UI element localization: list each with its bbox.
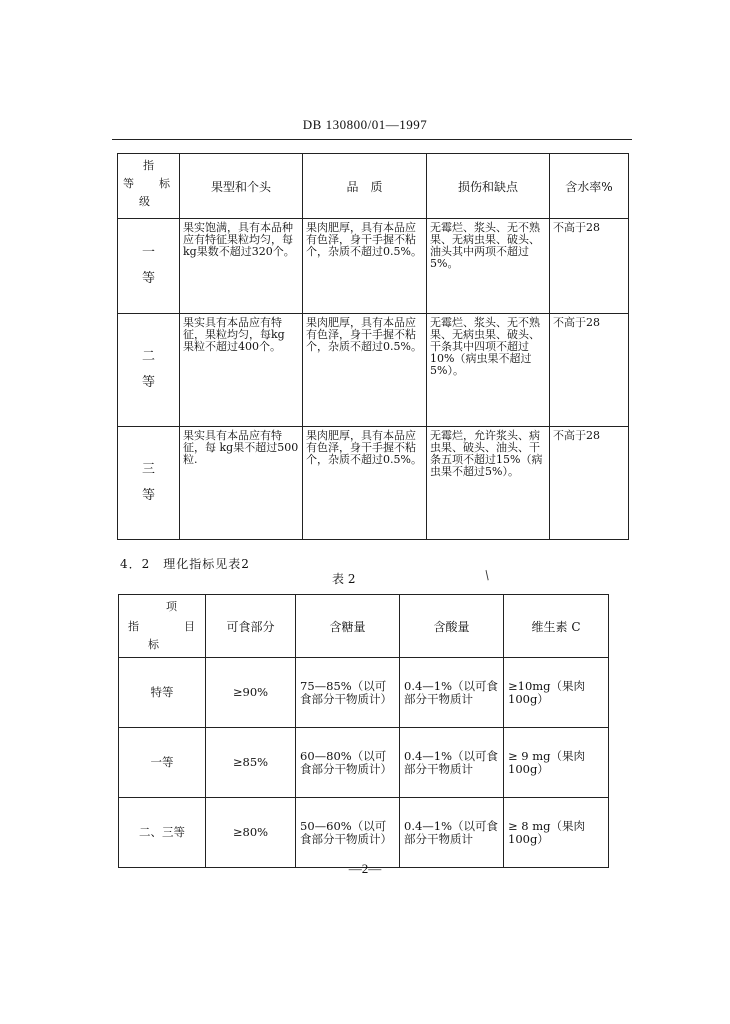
table-row xyxy=(119,728,609,798)
corner-top: 项 xyxy=(166,600,177,613)
corner-left: 等 xyxy=(123,177,134,190)
defects-cell: 无霉烂，允许浆头、病虫果、破头、油头、干条五项不超过15%（病虫果不超过5%）。 xyxy=(427,427,550,540)
column-header: 含酸量 xyxy=(400,595,504,658)
corner-bottom: 级 xyxy=(139,195,150,208)
grade-table xyxy=(117,153,629,540)
sugar-cell: 50—60%（以可食部分干物质计） xyxy=(296,798,400,868)
stray-mark: / xyxy=(481,567,493,583)
vitamin-c-cell: ≥10mg（果肉100g） xyxy=(504,658,609,728)
column-header: 维生素 C xyxy=(504,595,609,658)
grade-cell: 三 等 xyxy=(118,427,180,540)
defects-cell: 无霉烂、浆头、无不熟果、无病虫果、破头、油头其中两项不超过5%。 xyxy=(427,219,550,314)
column-header: 果型和个头 xyxy=(180,154,303,219)
moisture-cell: 不高于28 xyxy=(550,219,629,314)
table-caption: 表 2 xyxy=(332,572,356,586)
physicochemical-table xyxy=(118,594,609,868)
grade-cell: 特等 xyxy=(119,658,206,728)
defects-cell: 无霉烂、浆头、无不熟果、无病虫果、破头、干条其中四项不超过10%（病虫果不超过5%）。 xyxy=(427,314,550,427)
column-header: 含糖量 xyxy=(296,595,400,658)
quality-cell: 果肉肥厚，具有本品应有色泽，身干手握不粘个，杂质不超过0.5%。 xyxy=(303,219,427,314)
shape-cell: 果实具有本品应有特征，每 kg果不超过500粒. xyxy=(180,427,303,540)
edible-cell: ≥90% xyxy=(206,658,296,728)
document-code: DB 130800/01—1997 xyxy=(302,117,428,132)
corner-bottom: 标 xyxy=(148,638,159,651)
shape-cell: 果实饱满，具有本品种应有特征果粒均匀，每kg果数不超过320个。 xyxy=(180,219,303,314)
corner-top: 指 xyxy=(143,159,154,172)
shape-cell: 果实具有本品应有特征，果粒均匀，每kg 果粒不超过400个。 xyxy=(180,314,303,427)
vitamin-c-cell: ≥ 8 mg（果肉100g） xyxy=(504,798,609,868)
page-number: —2— xyxy=(348,861,382,876)
acid-cell: 0.4—1%（以可食部分干物质计 xyxy=(400,728,504,798)
grade-cell: 一 等 xyxy=(118,219,180,314)
acid-cell: 0.4—1%（以可食部分干物质计 xyxy=(400,798,504,868)
grade-cell: 二、三等 xyxy=(119,798,206,868)
column-header: 品 质 xyxy=(303,154,427,219)
header-rule xyxy=(112,139,632,140)
sugar-cell: 75—85%（以可食部分干物质计） xyxy=(296,658,400,728)
corner-cell xyxy=(119,595,206,658)
table-row xyxy=(119,798,609,868)
table-header-row xyxy=(118,154,629,219)
table-row xyxy=(119,658,609,728)
vitamin-c-cell: ≥ 9 mg（果肉100g） xyxy=(504,728,609,798)
column-header: 含水率% xyxy=(550,154,629,219)
column-header: 损伤和缺点 xyxy=(427,154,550,219)
grade-cell: 二 等 xyxy=(118,314,180,427)
section-heading: 4．2 理化指标见表2 xyxy=(120,557,250,571)
table-row xyxy=(118,219,629,314)
table-header-row xyxy=(119,595,609,658)
corner-right: 标 xyxy=(159,177,170,190)
grade-cell: 一等 xyxy=(119,728,206,798)
moisture-cell: 不高于28 xyxy=(550,427,629,540)
corner-left: 指 xyxy=(128,620,139,633)
edible-cell: ≥85% xyxy=(206,728,296,798)
corner-right: 目 xyxy=(184,620,195,633)
moisture-cell: 不高于28 xyxy=(550,314,629,427)
table-row xyxy=(118,314,629,427)
quality-cell: 果肉肥厚，具有本品应有色泽，身干手握不粘个，杂质不超过0.5%。 xyxy=(303,314,427,427)
column-header: 可食部分 xyxy=(206,595,296,658)
sugar-cell: 60—80%（以可食部分干物质计） xyxy=(296,728,400,798)
edible-cell: ≥80% xyxy=(206,798,296,868)
acid-cell: 0.4—1%（以可食部分干物质计 xyxy=(400,658,504,728)
quality-cell: 果肉肥厚，具有本品应有色泽，身干手握不粘个，杂质不超过0.5%。 xyxy=(303,427,427,540)
table-row xyxy=(118,427,629,540)
corner-cell xyxy=(118,154,180,219)
